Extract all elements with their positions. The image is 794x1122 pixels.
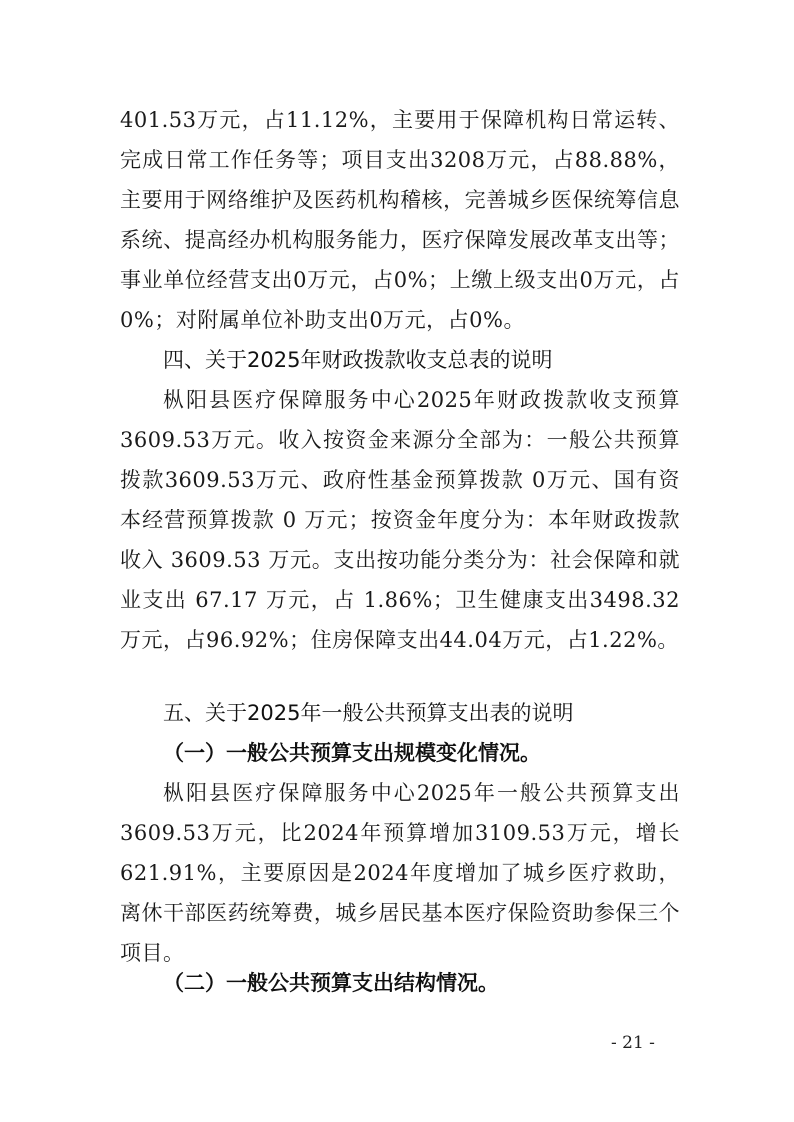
section-4-body: 枞阳县医疗保障服务中心2025年财政拨款收支预算3609.53万元。收入按资金来源分全部为：一般公共预算拨款3609.53万元、政府性基金预算拨款 0万元、国有资本经营预算拨款 0 万元；按资金年度分为：本年财政拨款收入 3609.53 万元。支出按功能分类分为：社会保障和就业支出 67.17 万元，占 1.86%；卫生健康支出3498.32万元，占96.92%；住房保障支出44.04万元，占1.22%。 [120, 388, 680, 652]
section-4-heading: 四、关于2025年财政拨款收支总表的说明 [163, 348, 553, 372]
paragraph-continuation: 401.53万元，占11.12%，主要用于保障机构日常运转、完成日常工作任务等；项目支出3208万元，占88.88%，主要用于网络维护及医药机构稽核，完善城乡医保统筹信息系统、提高经办机构服务能力，医疗保障发展改革支出等；事业单位经营支出0万元，占0%；上缴上级支出0万元，占0%；对附属单位补助支出0万元，占0%。 [120, 108, 680, 332]
page-number: - 21 - [611, 1033, 655, 1053]
section-5-heading: 五、关于2025年一般公共预算支出表的说明 [163, 701, 574, 725]
section-5-sub1-heading: （一）一般公共预算支出规模变化情况。 [163, 741, 541, 765]
section-5-sub2-heading: （二）一般公共预算支出结构情况。 [163, 971, 499, 995]
section-5-sub1-body: 枞阳县医疗保障服务中心2025年一般公共预算支出3609.53万元，比2024年预算增加3109.53万元，增长621.91%，主要原因是2024年度增加了城乡医疗救助，离休干部医药统筹费，城乡居民基本医疗保险资助参保三个项目。 [120, 781, 680, 965]
